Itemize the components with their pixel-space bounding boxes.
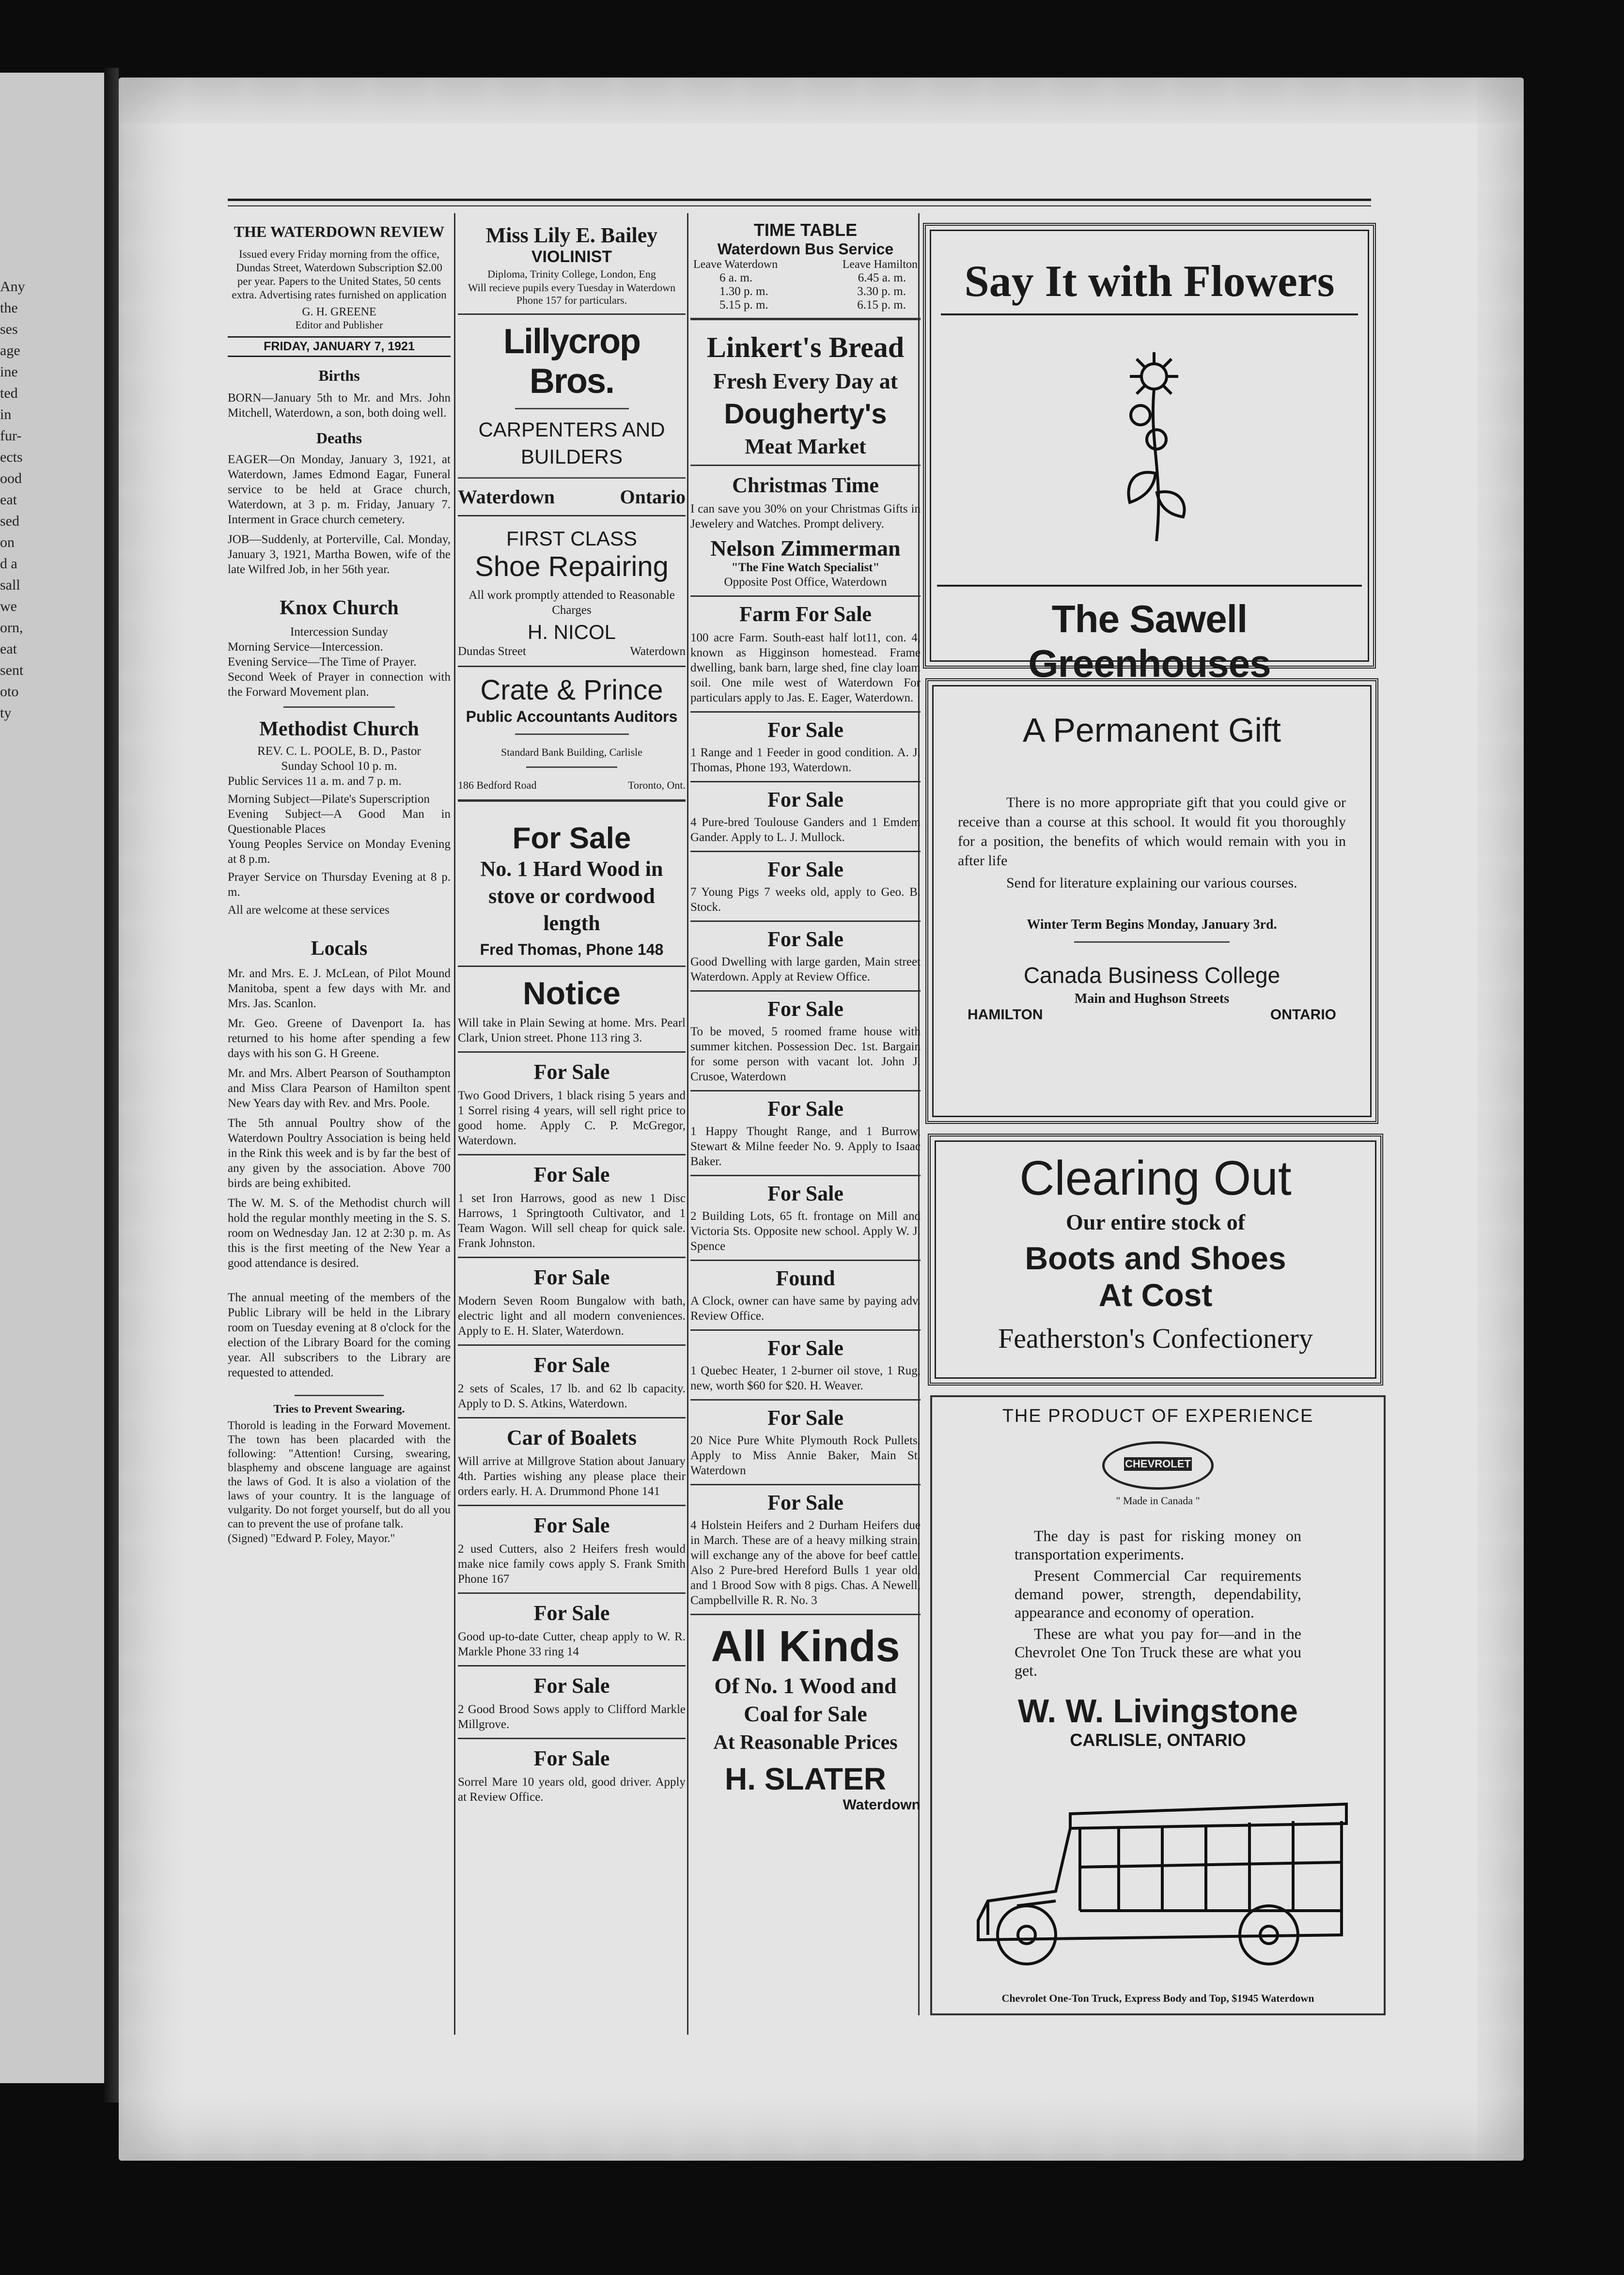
wood-coal-town: Waterdown [843, 1797, 921, 1813]
college-street: Main and Hughson Streets [1074, 991, 1230, 1006]
for-sale-text: 4 Holstein Heifers and 2 Durham Heifers due in March. These are of a heavy milking strain, will exchange any of the above for beef cattle. Also 2 Pure-bred Hereford Bulls 1 year old, and 1 Brood Sow with 8 pigs. Chas. A Newell, Campbellville R. R. No. 3 [690, 1519, 921, 1607]
bread-shop: Dougherty's [724, 398, 887, 430]
shoe-owner: H. NICOL [527, 621, 616, 643]
for-sale-heading: For Sale [767, 927, 843, 951]
timetable-cell: 3.30 p. m. [857, 285, 906, 298]
crate-location [458, 778, 686, 793]
local-item: Mr. and Mrs. Albert Pearson of Southampton and Miss Clara Pearson of Hamilton spent New Years day with Rev. and Mrs. Poole. [228, 1067, 451, 1110]
for-sale-text: Modern Seven Room Bungalow with bath, electric light and all modern conveniences. Apply to E. H. Slater, Waterdown. [458, 1294, 686, 1338]
swearing-signature: (Signed) "Edward P. Foley, Mayor." [228, 1532, 395, 1545]
dealer-town: CARLISLE, ONTARIO [1070, 1730, 1246, 1750]
adjacent-page-fragment: sall [0, 577, 20, 593]
for-sale-text: 4 Pure-bred Toulouse Ganders and 1 Emdem Gander. Apply to L. J. Mullock. [690, 816, 921, 844]
xmas-text: I can save you 30% on your Christmas Gifts in Jewelery and Watches. Prompt delivery. [690, 502, 921, 530]
crate-city: Toronto, Ont. [628, 779, 686, 791]
clearing-line: Our entire stock of [1065, 1210, 1246, 1234]
chevrolet-text: The day is past for risking money on transportation experiments. [1015, 1527, 1301, 1563]
top-rule [228, 199, 1371, 201]
adjacent-page-fragment: ood [0, 470, 22, 486]
clearing-item: Boots and Shoes [1025, 1240, 1286, 1276]
adjacent-page-fragment: ses [0, 321, 18, 337]
wood-coal-heading: All Kinds [711, 1622, 900, 1671]
methodist-heading: Methodist Church [259, 718, 419, 740]
notice-text: Will take in Plain Sewing at home. Mrs. Pearl Clark, Union street. Phone 113 ring 3. [458, 1016, 686, 1044]
masthead-title: THE WATERDOWN REVIEW [234, 223, 445, 240]
wood-text: No. 1 Hard Wood in stove or cordwood length [480, 857, 663, 935]
college-name: Canada Business College [1023, 963, 1280, 988]
knox-line: Morning Service—Intercession. [228, 640, 383, 654]
for-sale-heading: For Sale [767, 1182, 843, 1205]
bread-line: Fresh Every Day at [713, 369, 898, 393]
methodist-line: Evening Subject—A Good Man in Questionable Places [228, 808, 451, 836]
business-college-ad [925, 678, 1378, 1124]
top-rule-thin [228, 205, 1371, 206]
adjacent-page-fragment: oto [0, 684, 19, 700]
swearing-heading: Tries to Prevent Swearing. [273, 1403, 405, 1416]
clearing-out-ad [928, 1134, 1383, 1386]
coal-heading: Car of Boalets [506, 1426, 637, 1449]
gift-text-2: Send for literature explaining our various courses. [1006, 875, 1297, 891]
adjacent-page-fragment: fur- [0, 428, 22, 444]
timetable-cell: 1.30 p. m. [719, 285, 768, 298]
clearing-store: Featherston's Confectionery [998, 1323, 1313, 1354]
for-sale-heading: For Sale [767, 1406, 843, 1430]
xmas-address: Opposite Post Office, Waterdown [724, 576, 887, 589]
adjacent-page-fragment: the [0, 300, 18, 316]
methodist-line: Public Services 11 a. m. and 7 p. m. [228, 775, 402, 788]
column-rule [687, 213, 688, 2035]
timetable-cell: 6 a. m. [719, 271, 753, 284]
local-item: The annual meeting of the members of the Public Library will be held in the Library room on Tuesday evening at 8 o'clock for the election of the Library Board for the coming year. All subscribers to the Library are requested to attended. [228, 1291, 451, 1379]
shoe-text: All work promptly attended to Reasonable Charges [468, 589, 675, 617]
local-item: The 5th annual Poultry show of the Waterdown Poultry Association is being held in the Rink this week and is by far the best of any given by the association. Above 700 birds are being exhibited. [228, 1117, 451, 1190]
locals-heading: Locals [311, 937, 368, 960]
shoe-street: Dundas Street [458, 645, 526, 658]
births-text: BORN—January 5th to Mr. and Mrs. John Mitchell, Waterdown, a son, both doing well. [228, 391, 451, 420]
adjacent-page-fragment: ects [0, 449, 23, 465]
timetable-col: Leave Hamilton [842, 258, 918, 271]
adjacent-page-fragment: sent [0, 662, 24, 678]
adjacent-page-fragment: orn, [0, 620, 23, 636]
timetable-row [690, 271, 921, 285]
wood-contact: Fred Thomas, Phone 148 [480, 941, 664, 958]
issue-date: FRIDAY, JANUARY 7, 1921 [228, 336, 451, 357]
adjacent-page-fragment: we [0, 598, 17, 614]
chevrolet-slogan: THE PRODUCT OF EXPERIENCE [1002, 1406, 1314, 1426]
knox-heading: Knox Church [280, 597, 399, 619]
bread-heading: Linkert's Bread [706, 331, 905, 363]
clearing-heading: Clearing Out [1019, 1151, 1292, 1205]
for-sale-text: 7 Young Pigs 7 weeks old, apply to Geo. B. Stock. [690, 886, 921, 914]
lillycrop-name: Lillycrop Bros. [503, 322, 640, 401]
methodist-line: Prayer Service on Thursday Evening at 8 p. m. [228, 871, 451, 899]
bailey-role: VIOLINIST [531, 248, 612, 266]
adjacent-page-fragment: eat [0, 492, 17, 508]
lillycrop-trade: CARPENTERS AND BUILDERS [478, 418, 665, 468]
shoe-first-class: FIRST CLASS [506, 527, 637, 550]
adjacent-page-fragment: sed [0, 513, 19, 529]
dealer-name: W. W. Livingstone [1018, 1693, 1298, 1730]
for-sale-heading: For Sale [533, 1265, 610, 1289]
for-sale-text: 1 set Iron Harrows, good as new 1 Disc Harrows, 1 Springtooth Cultivator, and 1 Team Wagon. Will sell cheap for quick sale. Frank Johnston. [458, 1192, 686, 1250]
adjacent-page-fragment: on [0, 534, 15, 550]
chevrolet-text: These are what you pay for—and in the Chevrolet One Ton Truck these are what you get. [1015, 1625, 1301, 1679]
gift-term: Winter Term Begins Monday, January 3rd. [1027, 917, 1277, 932]
flowers-ad [923, 223, 1376, 685]
adjacent-page-fragment: eat [0, 641, 17, 657]
bread-market: Meat Market [745, 435, 866, 458]
death-notice: EAGER—On Monday, January 3, 1921, at Waterdown, James Edmond Eagar, Funeral service to be held at Grace church, Waterdown, at 3 p. m. Friday, January 7. Interment in Grace church cemetery. [228, 453, 451, 526]
for-sale-text: 2 Building Lots, 65 ft. frontage on Mill and Victoria Sts. Opposite new school. Apply W. J. Spence [690, 1210, 921, 1253]
column-1 [228, 213, 451, 1546]
births-heading: Births [318, 367, 360, 384]
chevrolet-text: Present Commercial Car requirements demand power, strength, dependability, appearance and economy of operation. [1015, 1567, 1301, 1621]
for-sale-text: Good Dwelling with large garden, Main street Waterdown. Apply at Review Office. [690, 955, 921, 983]
for-sale-text: 20 Nice Pure White Plymouth Rock Pullets. Apply to Miss Annie Baker, Main St. Waterdown [690, 1434, 921, 1477]
for-sale-heading: For Sale [533, 1674, 610, 1698]
for-sale-heading: For Sale [533, 1163, 610, 1186]
for-sale-text: 2 sets of Scales, 17 lb. and 62 lb capacity. Apply to D. S. Atkins, Waterdown. [458, 1382, 686, 1410]
for-sale-heading: For Sale [533, 1746, 610, 1770]
for-sale-heading: For Sale [767, 1097, 843, 1121]
flower-illustration [1106, 347, 1202, 551]
column-rule [454, 213, 455, 2035]
timetable-cell: 6.15 p. m. [857, 298, 906, 312]
bailey-name: Miss Lily E. Bailey [485, 223, 658, 247]
timetable-col: Leave Waterdown [693, 258, 778, 271]
masthead-body: Issued every Friday morning from the office, Dundas Street, Waterdown Subscription $2.00 per year. Papers to the United States, 50 cents extra. Advertising rates furnished on application [232, 248, 447, 301]
for-sale-text: Good up-to-date Cutter, cheap apply to W. R. Markle Phone 33 ring 14 [458, 1630, 686, 1658]
column-3 [690, 213, 921, 1813]
local-item: The W. M. S. of the Methodist church will hold the regular monthly meeting in the S. S. room on Wednesday Jan. 12 at 2:30 p. m. As this is the first meeting of the New Year a good attendance is desired. [228, 1197, 451, 1270]
adjacent-page-fragment: d a [0, 556, 17, 572]
wood-coal-prices: At Reasonable Prices [713, 1731, 898, 1754]
adjacent-page-fragment: ty [0, 705, 12, 721]
college-province: ONTARIO [1270, 1007, 1336, 1023]
xmas-heading: Christmas Time [732, 473, 879, 497]
for-sale-text: 1 Happy Thought Range, and 1 Burrow, Stewart & Milne feeder No. 9. Apply to Isaac Baker. [690, 1125, 921, 1168]
for-sale-heading: For Sale [767, 788, 843, 811]
clearing-price: At Cost [1098, 1277, 1213, 1313]
for-sale-heading: For Sale [533, 1601, 610, 1625]
timetable-cell: 6.45 a. m. [858, 271, 906, 284]
for-sale-text: Two Good Drivers, 1 black rising 5 years and 1 Sorrel rising 4 years, will sell right price to good home. Apply C. P. McGregor, Waterdown. [458, 1089, 686, 1147]
chevrolet-ad [930, 1395, 1386, 2015]
for-sale-text: 1 Range and 1 Feeder in good condition. A. J. Thomas, Phone 193, Waterdown. [690, 746, 921, 774]
chevrolet-logo-text: CHEVROLET [1124, 1457, 1192, 1471]
for-sale-text: 2 used Cutters, also 2 Heifers fresh would make nice family cows apply S. Frank Smith Phone 167 [458, 1543, 686, 1586]
adjacent-page-text [0, 276, 25, 724]
adjacent-page-fragment: age [0, 343, 20, 358]
truck-illustration [959, 1794, 1356, 1974]
local-item: Mr. Geo. Greene of Davenport Ia. has returned to his home after spending a few days with his son G. H Greene. [228, 1017, 451, 1060]
knox-line: Evening Service—The Time of Prayer. [228, 655, 417, 669]
farm-text: 100 acre Farm. South-east half lot11, con. 4, known as Higginson homestead. Frame dwelling, bank barn, large shed, fine clay loam soil. One mile west of Waterdown For particulars apply to Jas. E. Eager, Waterdown. [690, 631, 921, 704]
xmas-tagline: "The Fine Watch Specialist" [731, 561, 880, 574]
timetable-title: TIME TABLE [753, 220, 858, 240]
methodist-line: All are welcome at these services [228, 904, 390, 917]
lillycrop-town: Waterdown [458, 486, 555, 508]
methodist-line: Sunday School 10 p. m. [281, 760, 397, 773]
for-sale-heading: For Sale [533, 1353, 610, 1377]
notice-heading: Notice [523, 975, 621, 1011]
swearing-text: Thorold is leading in the Forward Movement. The town has been placarded with the following: "Attention! Cursing, swearing, blasphemy and obscene language are against the laws of God. It is also a violation of the laws of your country. It is the language of vulgarity. Do not forget yourself, but do all you can to prevent the use of profane talk. [228, 1419, 451, 1530]
shoe-heading: Shoe Repairing [475, 551, 669, 582]
for-sale-text: To be moved, 5 roomed frame house with summer kitchen. Possession Dec. 1st. Bargain for some person with vacant lot. John J. Crusoe, Waterdown [690, 1025, 921, 1083]
masthead-editor-role: Editor and Publisher [295, 319, 383, 331]
death-notice: JOB—Suddenly, at Porterville, Cal. Monday, January 3, 1921, Martha Bowen, wife of the late Wilfred Job, in her 56th year. [228, 533, 451, 576]
for-sale-heading: For Sale [767, 857, 843, 881]
gift-heading: A Permanent Gift [1022, 711, 1281, 749]
for-sale-heading: For Sale [767, 997, 843, 1021]
for-sale-heading: For Sale [533, 1060, 610, 1084]
crate-name: Crate & Prince [480, 674, 663, 706]
masthead-editor: G. H. GREENE [302, 306, 376, 318]
xmas-name: Nelson Zimmerman [710, 536, 901, 561]
shoe-town: Waterdown [630, 645, 686, 658]
for-sale-text: 1 Quebec Heater, 1 2-burner oil stove, 1 Rug, new, worth $60 for $20. H. Weaver. [690, 1364, 921, 1392]
for-sale-text: 2 Good Brood Sows apply to Clifford Markle Millgrove. [458, 1703, 686, 1731]
for-sale-heading: For Sale [767, 1491, 843, 1514]
coal-text: Will arrive at Millgrove Station about January 4th. Parties wishing any please place their orders early. H. A. Drummond Phone 141 [458, 1455, 686, 1498]
column-2 [458, 213, 686, 1805]
truck-caption: Chevrolet One-Ton Truck, Express Body and Top, $1945 Waterdown [1001, 1992, 1314, 2004]
timetable-subtitle: Waterdown Bus Service [717, 240, 894, 258]
crate-role: Public Accountants Auditors [466, 708, 678, 725]
chevrolet-logo-icon [1102, 1441, 1214, 1490]
for-sale-text: Sorrel Mare 10 years old, good driver. Apply at Review Office. [458, 1776, 686, 1804]
methodist-line: Morning Subject—Pilate's Superscription [228, 793, 430, 806]
adjacent-page-fragment: in [0, 406, 12, 422]
college-city: HAMILTON [968, 1007, 1043, 1023]
adjacent-page-edge [0, 73, 104, 2083]
methodist-line: Young Peoples Service on Monday Evening at 8 p.m. [228, 838, 451, 866]
local-item: Mr. and Mrs. E. J. McLean, of Pilot Mound Manitoba, spent a few days with Mr. and Mrs. Jas. Scanlon. [228, 967, 451, 1010]
adjacent-page-fragment: ine [0, 364, 18, 380]
shoe-address [458, 644, 686, 659]
page-gutter [104, 68, 119, 2103]
bailey-text: Will recieve pupils every Tuesday in Waterdown Phone 157 for particulars. [468, 281, 676, 306]
gift-text: There is no more appropriate gift that you could give or receive than a course at this school. It would fit you thoroughly for a position, the benefits of which would remain with you in after life [958, 795, 1346, 869]
timetable-row [690, 285, 921, 298]
for-sale-heading: For Sale [533, 1513, 610, 1537]
deaths-heading: Deaths [316, 429, 362, 447]
wood-coal-dealer: H. SLATER [724, 1761, 887, 1796]
bailey-diploma: Diploma, Trinity College, London, Eng [487, 268, 656, 280]
chevrolet-made: " Made in Canada " [1116, 1495, 1200, 1507]
knox-line: Second Week of Prayer in connection with the Forward Movement plan. [228, 670, 451, 699]
wood-heading: For Sale [512, 822, 631, 855]
lillycrop-location [458, 485, 686, 508]
adjacent-page-fragment: Any [0, 279, 25, 295]
greenhouses-name: The Sawell Greenhouses [1028, 597, 1271, 685]
timetable-row [690, 298, 921, 312]
for-sale-heading: For Sale [767, 1336, 843, 1360]
flowers-heading: Say It with Flowers [964, 256, 1335, 306]
adjacent-page-fragment: ted [0, 385, 18, 401]
methodist-line: REV. C. L. POOLE, B. D., Pastor [257, 745, 421, 758]
college-location [958, 1007, 1346, 1023]
wood-coal-line: Of No. 1 Wood and Coal for Sale [714, 1673, 897, 1726]
found-heading: Found [776, 1266, 835, 1290]
crate-road: 186 Bedford Road [458, 779, 537, 791]
for-sale-heading: For Sale [767, 718, 843, 742]
farm-heading: Farm For Sale [739, 602, 872, 626]
crate-address: Standard Bank Building, Carlisle [500, 746, 643, 758]
knox-line: Intercession Sunday [290, 625, 389, 639]
timetable-header [690, 258, 921, 271]
found-text: A Clock, owner can have same by paying adv. Review Office. [690, 1294, 921, 1323]
lillycrop-province: Ontario [620, 486, 686, 508]
timetable-cell: 5.15 p. m. [719, 298, 768, 312]
